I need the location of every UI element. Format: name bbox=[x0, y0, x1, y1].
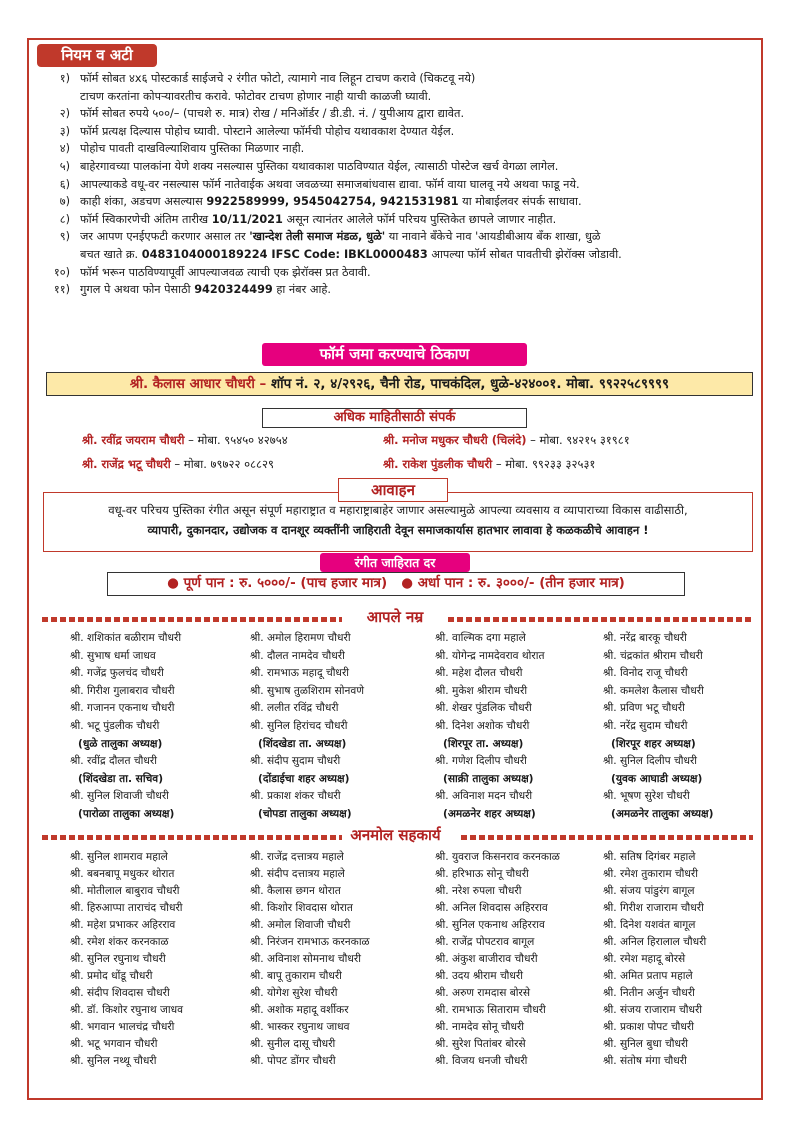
member-name: श्री. अनिल शिवदास अहिरराव bbox=[435, 902, 548, 914]
member-name: श्री. चंद्रकांत श्रीराम चौधरी bbox=[603, 649, 703, 662]
member-name: श्री. नरेंद्र बारकू चौधरी bbox=[603, 632, 687, 644]
rule-text bbox=[80, 211, 752, 229]
member-name: श्री. संतोष मंगा चौधरी bbox=[603, 1055, 687, 1067]
rule-line: बाहेरगावच्या पालकांना येणे शक्य नसल्यास पुस्तिका यथावकाश पाठविण्यात येईल, त्यासाठी पोस्टेज खर्च वेगळा लागेल. bbox=[80, 159, 559, 173]
rule-post: या मोबाईलवर संपर्क साधावा. bbox=[458, 195, 582, 209]
member-name: श्री. गिरीश गुलाबराव चौधरी bbox=[70, 684, 175, 697]
rule-number: ७) bbox=[59, 195, 70, 209]
rule-line: फॉर्म सोबत रुपये ५००/– (पाचशे रु. मात्र) रोख / मनिऑर्डर / डी.डी. नं. / युपीआय द्वारा द्यावेत. bbox=[80, 107, 465, 121]
rule-number: ४) bbox=[59, 142, 70, 156]
contact-3-mobile: – मोबा. ७९७२२ ०८८२९ bbox=[170, 457, 274, 471]
member-name: श्री. योगेन्द्र नामदेवराव थोरात bbox=[435, 649, 545, 662]
rule-item bbox=[37, 158, 752, 176]
member-name: श्री. पोपट डोंगर चौधरी bbox=[250, 1055, 336, 1067]
rule-number: ५) bbox=[59, 159, 70, 173]
member-name: श्री. अविनाश मदन चौधरी bbox=[435, 790, 533, 803]
rule-number: ८) bbox=[59, 212, 70, 226]
member-name: श्री. वाल्मिक दगा महाले bbox=[435, 632, 526, 644]
contact-3 bbox=[82, 452, 402, 476]
rule-line2-pre: बचत खाते क्र. bbox=[80, 247, 142, 261]
humble-list bbox=[70, 630, 773, 824]
contacts-right bbox=[383, 428, 753, 476]
submit-address bbox=[46, 372, 753, 396]
rule-text bbox=[80, 176, 752, 194]
member-name: श्री. महेश प्रभाकर अहिरराव bbox=[70, 919, 176, 931]
member-role: (युवक आघाडी अध्यक्ष) bbox=[611, 772, 703, 785]
member-name: श्री. हरिभाऊ सोनू चौधरी bbox=[435, 868, 529, 880]
member-name: श्री. अरुण रामदास बोरसे bbox=[435, 987, 531, 999]
member-role: (शिंदखेडा ता. अध्यक्ष) bbox=[258, 737, 347, 750]
contact-1-mobile: – मोबा. ९५४५० ४२७५४ bbox=[184, 433, 288, 447]
member-role: (चोपडा तालुका अध्यक्ष) bbox=[258, 807, 352, 820]
member-name: श्री. सुनिल शामराव महाले bbox=[70, 851, 168, 863]
member-name: श्री. सुनिल शिवाजी चौधरी bbox=[70, 790, 169, 803]
rule-item bbox=[37, 105, 752, 123]
rule-bold: 10/11/2021 bbox=[211, 212, 283, 226]
rule-post: या नावाने बँकेचे नाव 'आयडीबीआय बँक शाखा, धुळे bbox=[385, 230, 601, 244]
member-name: श्री. सुनिल हिरांचद चौधरी bbox=[250, 719, 348, 732]
contact-4-name: श्री. राकेश पुंडलीक चौधरी bbox=[383, 457, 493, 471]
contact-4 bbox=[383, 452, 753, 476]
member-name: श्री. अविनाश सोमनाथ चौधरी bbox=[250, 953, 361, 965]
member-name: श्री. उदय श्रीराम चौधरी bbox=[435, 970, 524, 982]
divider-right-humble bbox=[448, 617, 753, 622]
rule-pre: गुगल पे अथवा फोन पेसाठी bbox=[80, 283, 195, 297]
member-name: श्री. प्रकाश पोपट चौधरी bbox=[603, 1021, 695, 1033]
rule-line: फॉर्म सोबत ४x६ पोस्टकार्ड साईजचे २ रंगीत फोटो, त्यामागे नाव लिहून टाचण करावे (चिकटवू नये) bbox=[80, 72, 476, 85]
member-name: श्री. संदीप दत्तात्रय महाले bbox=[250, 868, 345, 880]
member-name: श्री. भगवान भालचंद्र चौधरी bbox=[70, 1021, 175, 1033]
member-name: श्री. भटू भगवान चौधरी bbox=[70, 1038, 158, 1050]
member-name: श्री. अंकुश बाजीराव चौधरी bbox=[435, 953, 538, 965]
member-name: श्री. प्रकाश शंकर चौधरी bbox=[250, 790, 341, 803]
rule-post: हा नंबर आहे. bbox=[272, 283, 331, 297]
member-name: श्री. ललीत रविंद्र चौधरी bbox=[250, 702, 339, 715]
rule-number: १) bbox=[59, 72, 70, 85]
member-role: (अमळनेर तालुका अध्यक्ष) bbox=[611, 807, 714, 820]
rule-item bbox=[37, 281, 752, 299]
member-name: श्री. रमेश शंकर करनकाळ bbox=[70, 936, 169, 948]
rule-number: ११) bbox=[53, 283, 70, 297]
rule-item bbox=[37, 123, 752, 141]
member-name: श्री. शशिकांत बळीराम चौधरी bbox=[70, 632, 182, 644]
divider-right-support bbox=[461, 835, 753, 840]
member-name: श्री. गजेंद्र फुलचंद चौधरी bbox=[70, 667, 164, 680]
member-name: श्री. सुनिल रघुनाथ चौधरी bbox=[70, 953, 166, 965]
rule-line: फॉर्म भरून पाठविण्यापूर्वी आपल्याजवळ त्याची एक झेरॉक्स प्रत ठेवावी. bbox=[80, 265, 371, 279]
member-name: श्री. प्रमोद धोंडू चौधरी bbox=[70, 970, 153, 982]
rule-line: फॉर्म प्रत्यक्ष दिल्यास पोहोच घ्यावी. पोस्टाने आलेल्या फॉर्मची पोहोच यथावकाश देण्यात येईल. bbox=[80, 124, 455, 138]
divider-left-support bbox=[42, 835, 342, 840]
rule-line2-post: आपल्या फॉर्म सोबत पावतीची झेरॉक्स जोडावी. bbox=[427, 247, 622, 261]
member-name: श्री. नरेंद्र सुदाम चौधरी bbox=[603, 719, 688, 732]
member-name: श्री. सुनिल दिलीप चौधरी bbox=[603, 755, 698, 768]
member-name: श्री. योगेश सुरेश चौधरी bbox=[250, 987, 338, 999]
rate-half-page: ● अर्धा पान : रु. ३०००/- (तीन हजार मात्र) bbox=[401, 575, 625, 591]
contact-2 bbox=[383, 428, 753, 452]
rule-bold: 'खान्देश तेली समाज मंडळ, धुळे' bbox=[249, 230, 386, 244]
member-name: श्री. सुभाष तुळशिराम सोनवणे bbox=[250, 684, 364, 697]
rule-item bbox=[37, 193, 752, 211]
member-role: (शिंदखेडा ता. सचिव) bbox=[78, 772, 164, 785]
member-name: श्री. संदीप शिवदास चौधरी bbox=[70, 987, 170, 999]
submit-address-name: श्री. कैलास आधार चौधरी – bbox=[129, 376, 267, 392]
rule-bold: 9922589999, 9545042754, 9421531981 bbox=[206, 195, 459, 209]
rule-line bbox=[80, 228, 752, 246]
support-list bbox=[70, 849, 773, 1070]
member-name: श्री. गणेश दिलीप चौधरी bbox=[435, 755, 527, 768]
rule-number: १०) bbox=[53, 265, 70, 279]
member-name: श्री. अशोक महादू वर्शीकर bbox=[250, 1004, 349, 1016]
rule-number: ९) bbox=[59, 230, 70, 244]
contact-1 bbox=[82, 428, 402, 452]
rates-header: रंगीत जाहिरात दर bbox=[320, 553, 470, 572]
appeal-line-2: व्यापारी, दुकानदार, उद्योजक व दानशूर व्यक्तींनी जाहिराती देवून समाजकार्यास हातभार लावावा हे कळकळीचे आवाहन ! bbox=[147, 523, 649, 537]
member-name: श्री. हिरुआप्पा ताराचंद चौधरी bbox=[70, 902, 183, 914]
member-name: श्री. सुभाष धर्मा जाधव bbox=[70, 649, 156, 662]
rule-item bbox=[37, 70, 752, 105]
rule-text bbox=[80, 264, 752, 282]
rule-line: टाचण करतांना कोपऱ्यावरतीच करावे. फोटोवर टाचण होणार नाही याची काळजी घ्यावी. bbox=[80, 89, 432, 103]
rule-item bbox=[37, 176, 752, 194]
rule-number: ३) bbox=[59, 124, 70, 138]
member-name: श्री. सतिष दिगंबर महाले bbox=[603, 851, 696, 863]
member-name: श्री. गजानन एकनाथ चौधरी bbox=[70, 702, 175, 715]
member-name: श्री. संजय पांडुरंग बागूल bbox=[603, 885, 695, 897]
member-name: श्री. अमोल हिरामण चौधरी bbox=[250, 632, 351, 644]
member-name: श्री. भूषण सुरेश चौधरी bbox=[603, 790, 690, 803]
member-name: श्री. दिनेश यशवंत बागूल bbox=[603, 919, 696, 931]
rule-text bbox=[80, 140, 752, 158]
contacts-left bbox=[82, 428, 402, 476]
member-name: श्री. बापू तुकाराम चौधरी bbox=[250, 970, 342, 982]
rule-number: २) bbox=[59, 107, 70, 121]
rule-item bbox=[37, 211, 752, 229]
rule-pre: जर आपण एनईएफटी करणार असाल तर bbox=[80, 230, 250, 244]
member-name: श्री. मुकेश श्रीराम चौधरी bbox=[435, 684, 528, 697]
member-name: श्री. रवींद्र दौलत चौधरी bbox=[70, 755, 157, 768]
member-name: श्री. भास्कर रघुनाथ जाधव bbox=[250, 1021, 350, 1033]
member-name: श्री. निरंजन रामभाऊ करनकाळ bbox=[250, 936, 370, 948]
member-name: श्री. संजय राजाराम चौधरी bbox=[603, 1004, 703, 1016]
rule-pre: फॉर्म स्विकारणेची अंतिम तारीख bbox=[80, 212, 212, 226]
form-submit-header: फॉर्म जमा करण्याचे ठिकाण bbox=[262, 343, 527, 366]
member-name: श्री. प्रविण भटू चौधरी bbox=[603, 702, 685, 715]
rule-text bbox=[80, 228, 752, 263]
rule-text bbox=[80, 123, 752, 141]
member-name: श्री. डॉ. किशोर रघुनाथ जाधव bbox=[70, 1004, 184, 1016]
rule-text bbox=[80, 158, 752, 176]
rule-line bbox=[80, 281, 752, 299]
submit-address-detail: शॉप नं. २, ४/२९२६, चैनी रोड, पाचकंदिल, धुळे-४२४००१. मोबा. ९९२२५८९९९९ bbox=[266, 376, 670, 392]
member-name: श्री. विनोद राजू चौधरी bbox=[603, 667, 688, 680]
member-name: श्री. किशोर शिवदास थोरात bbox=[250, 902, 353, 914]
rule-number: ६) bbox=[59, 177, 70, 191]
rule-line: पोहोच पावती दाखविल्याशिवाय पुस्तिका मिळणार नाही. bbox=[80, 142, 305, 156]
member-role: (धुळे तालुका अध्यक्ष) bbox=[78, 737, 163, 750]
member-role: (अमळनेर शहर अध्यक्ष) bbox=[443, 807, 536, 820]
member-name: श्री. भटू पुंडलीक चौधरी bbox=[70, 719, 160, 732]
member-name: श्री. रामभाऊ महादू चौधरी bbox=[250, 667, 350, 680]
contact-2-name: श्री. मनोज मधुकर चौधरी (चिलंदे) bbox=[383, 433, 527, 447]
rules-header: नियम व अटी bbox=[37, 44, 157, 67]
member-name: श्री. सुनील दासू चौधरी bbox=[250, 1038, 336, 1050]
contact-3-name: श्री. राजेंद्र भटू चौधरी bbox=[82, 457, 171, 471]
rule-line: आपल्याकडे वधू-वर नसल्यास फॉर्म नातेवाईक अथवा जवळच्या समाजबांधवास द्यावा. फॉर्म वाया घालवू नये अथवा फाडू नये. bbox=[80, 177, 580, 191]
member-name: श्री. रमेश तुकाराम चौधरी bbox=[603, 868, 698, 880]
rule-line bbox=[80, 211, 752, 229]
rule-line bbox=[80, 246, 752, 264]
member-role: (पारोळा तालुका अध्यक्ष) bbox=[78, 807, 175, 820]
rule-text bbox=[80, 193, 752, 211]
member-name: श्री. गिरीश राजाराम चौधरी bbox=[603, 902, 704, 914]
rule-text bbox=[80, 281, 752, 299]
member-name: श्री. शेखर पुंडलिक चौधरी bbox=[435, 702, 532, 715]
rule-bold: 9420324499 bbox=[194, 283, 273, 297]
member-name: श्री. नितीन अर्जुन चौधरी bbox=[603, 987, 695, 999]
member-name: श्री. मोतीलाल बाबुराव चौधरी bbox=[70, 885, 180, 897]
rule-text bbox=[80, 70, 752, 105]
rate-full-page: ● पूर्ण पान : रु. ५०००/- (पाच हजार मात्र) bbox=[167, 575, 388, 591]
member-name: श्री. अमित प्रताप महाले bbox=[603, 970, 693, 982]
contact-1-name: श्री. रवींद्र जयराम चौधरी bbox=[82, 433, 185, 447]
rule-item bbox=[37, 140, 752, 158]
rule-item bbox=[37, 264, 752, 282]
member-name: श्री. अनिल हिरालाल चौधरी bbox=[603, 936, 707, 948]
divider-left-humble bbox=[42, 617, 342, 622]
member-name: श्री. राजेंद्र दत्तात्रय महाले bbox=[250, 851, 344, 863]
rule-text bbox=[80, 105, 752, 123]
member-name: श्री. सुरेश पितांबर बोरसे bbox=[435, 1038, 526, 1050]
rule-pre: काही शंका, अडचण असल्यास bbox=[80, 195, 207, 209]
rule-item bbox=[37, 228, 752, 263]
member-name: श्री. कमलेश कैलास चौधरी bbox=[603, 684, 704, 697]
humble-header: आपले नम्र bbox=[366, 608, 424, 626]
appeal-line-1: वधू-वर परिचय पुस्तिका रंगीत असून संपूर्ण महाराष्ट्रात व महाराष्ट्राबाहेर जाणार असल्यामुळे आपल्या व्यवसाय व व्यापाराच्या विकास वाढीसाठी, bbox=[108, 503, 688, 517]
member-name: श्री. संदीप सुदाम चौधरी bbox=[250, 755, 341, 768]
contact-2-mobile: – मोबा. ९४२१५ ३१९८१ bbox=[526, 433, 630, 447]
contact-header: अधिक माहितीसाठी संपर्क bbox=[262, 408, 527, 428]
appeal-header: आवाहन bbox=[338, 478, 448, 502]
member-role: (शिरपूर ता. अध्यक्ष) bbox=[443, 737, 524, 750]
rule-line2-bold: 0483104000189224 IFSC Code: IBKL0000483 bbox=[141, 247, 428, 261]
contact-4-mobile: – मोबा. ९९२३३ ३२५३१ bbox=[492, 457, 596, 471]
member-name: श्री. महेश दौलत चौधरी bbox=[435, 667, 523, 680]
member-role: (शिरपूर शहर अध्यक्ष) bbox=[611, 737, 696, 750]
member-name: श्री. दौलत नामदेव चौधरी bbox=[250, 649, 345, 662]
member-name: श्री. नरेश रुपला चौधरी bbox=[435, 885, 522, 897]
member-role: (दोंडाईचा शहर अध्यक्ष) bbox=[258, 772, 350, 785]
member-name: श्री. कैलास छगन थोरात bbox=[250, 885, 341, 897]
member-role: (साक्री तालुका अध्यक्ष) bbox=[443, 772, 534, 785]
support-header: अनमोल सहकार्य bbox=[350, 826, 441, 844]
member-name: श्री. राजेंद्र पोपटराव बागूल bbox=[435, 936, 535, 948]
member-name: श्री. बबनबापू मधुकर थोरात bbox=[70, 868, 175, 880]
rule-line bbox=[80, 193, 752, 211]
member-name: श्री. नामदेव सोनू चौधरी bbox=[435, 1021, 525, 1033]
member-name: श्री. सुनिल बुधा चौधरी bbox=[603, 1038, 689, 1050]
ad-rates bbox=[107, 572, 685, 596]
member-name: श्री. रमेश महादू बोरसे bbox=[603, 953, 686, 965]
member-name: श्री. सुनिल एकनाथ अहिरराव bbox=[435, 919, 545, 931]
member-name: श्री. युवराज किसनराव करनकाळ bbox=[435, 851, 560, 863]
member-name: श्री. दिनेश अशोक चौधरी bbox=[435, 719, 530, 732]
member-name: श्री. रामभाऊ सिताराम चौधरी bbox=[435, 1004, 546, 1016]
rule-post: असून त्यानंतर आलेले फॉर्म परिचय पुस्तिकेत छापले जाणार नाहीत. bbox=[282, 212, 557, 226]
rules-list bbox=[37, 70, 752, 299]
member-name: श्री. विजय धनजी चौधरी bbox=[435, 1055, 528, 1067]
member-name: श्री. सुनिल नथ्थू चौधरी bbox=[70, 1055, 157, 1067]
member-name: श्री. अमोल शिवाजी चौधरी bbox=[250, 919, 351, 931]
